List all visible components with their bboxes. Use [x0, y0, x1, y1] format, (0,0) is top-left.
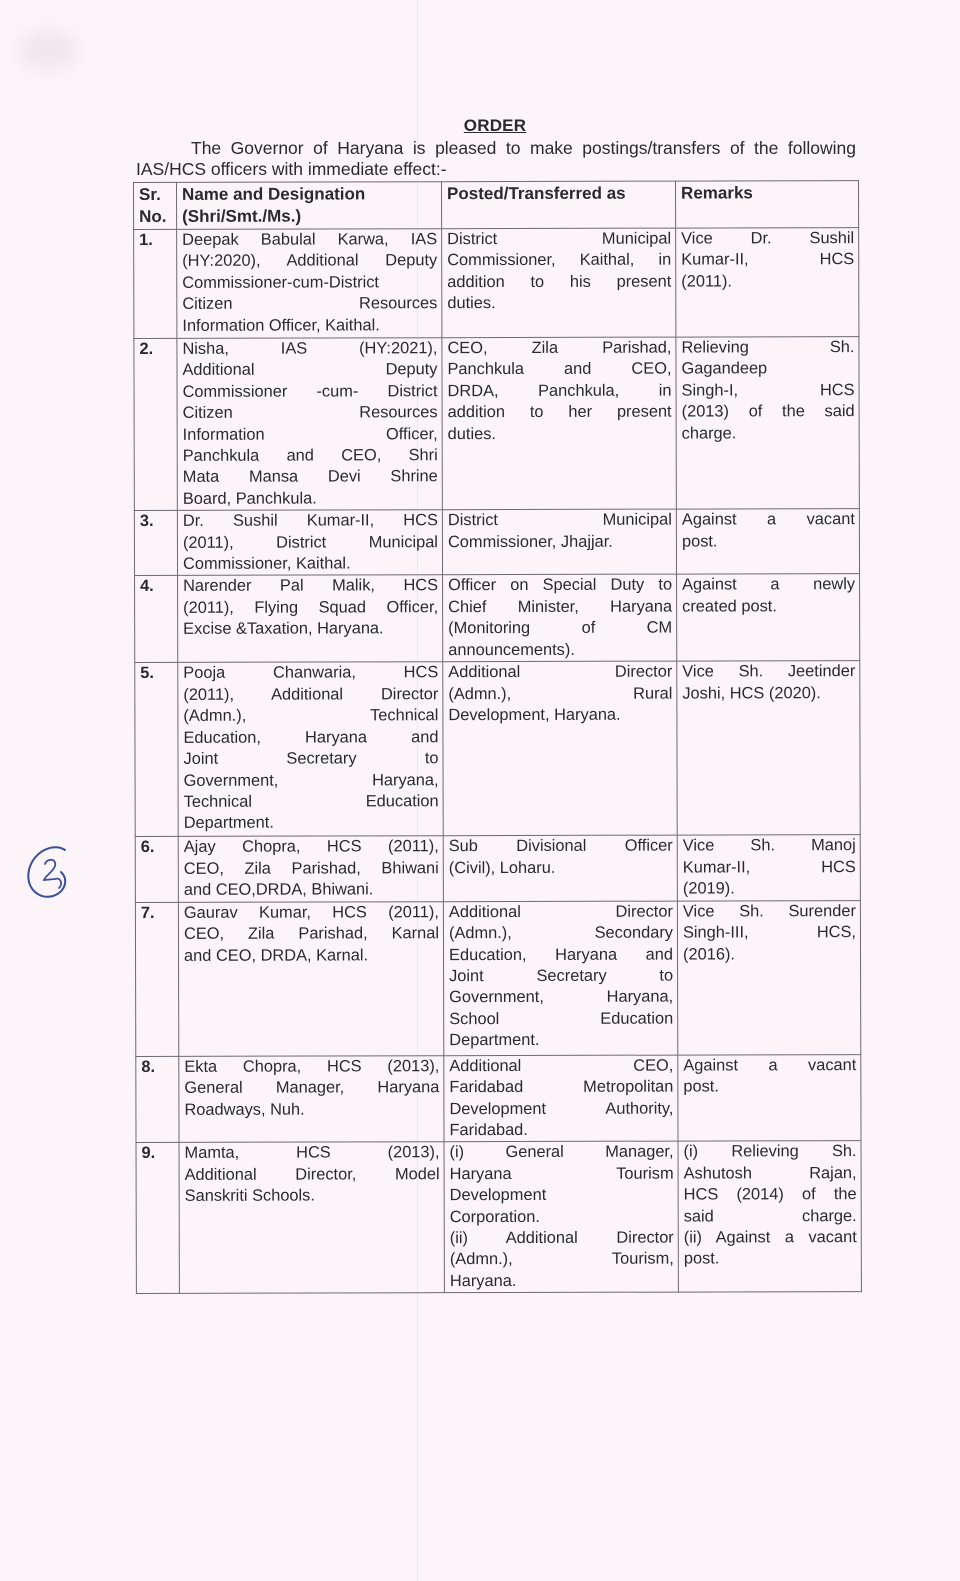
cell-text-line: Singh-I, HCS — [681, 380, 855, 400]
posted-as-cell — [443, 662, 677, 837]
cell-text-line: and CEO,DRDA, Bhiwani. — [183, 880, 374, 900]
cell-text-line: Citizen Resources — [182, 403, 438, 423]
cell-text-line: (Monitoring of CM — [448, 618, 673, 638]
cell-text-line: Narender Pal Malik, HCS — [183, 576, 439, 596]
remarks-cell — [678, 1054, 861, 1141]
cell-text-line: Haryana. — [449, 1271, 517, 1290]
cell-text-line: Education, Haryana and — [449, 945, 674, 964]
cell-text-line: Vice Dr. Sushil — [681, 229, 855, 248]
name-designation-cell — [178, 901, 443, 1056]
cell-text-line: Roadways, Nuh. — [184, 1100, 305, 1119]
remarks-cell — [676, 337, 859, 510]
cell-text-line: Panchkula and CEO, — [447, 359, 672, 379]
cell-text-line: Gaurav Kumar, HCS (2011), — [183, 902, 439, 922]
row-serial-number: 3. — [134, 511, 177, 576]
remarks-cell — [676, 509, 859, 575]
remarks-cell — [677, 661, 860, 835]
cell-text-line: Development — [449, 1186, 547, 1205]
cell-text-line: DRDA, Panchkula, in — [447, 381, 672, 400]
remarks-cell — [678, 1141, 861, 1292]
cell-text-line: Commissioner, Jhajjar. — [447, 532, 613, 551]
cell-text-line: (ii) Additional Director — [449, 1228, 674, 1248]
table-row — [135, 835, 860, 902]
table-row — [134, 509, 859, 576]
table-header-row — [134, 181, 859, 230]
row-serial-number: 9. — [136, 1143, 179, 1294]
cell-text-line: Commissioner, Kaithal. — [182, 554, 351, 573]
cell-text-line: (2016). — [682, 944, 735, 964]
posted-as-cell — [442, 509, 676, 575]
name-designation-cell — [177, 338, 442, 511]
cell-text-line: (2011), Additional Director — [183, 685, 439, 704]
posted-as-cell — [443, 575, 677, 663]
row-serial-number: 5. — [135, 663, 178, 837]
posted-as-cell — [442, 228, 676, 338]
cell-text-line: post. — [683, 1077, 719, 1096]
cell-text-line: Additional Deputy — [182, 360, 438, 380]
cell-text-line: CEO, Zila Parishad, Bhiwani — [183, 859, 439, 878]
cell-text-line: Gagandeep — [681, 359, 768, 378]
cell-text-line: Sanskriti Schools. — [184, 1186, 315, 1205]
cell-text-line: Excise &Taxation, Haryana. — [183, 619, 384, 639]
cell-text-line: post. — [681, 532, 718, 551]
cell-text-line: (Admn.), Tourism, — [449, 1249, 674, 1269]
cell-text-line: Officer on Special Duty to — [448, 576, 673, 595]
row-serial-number: 4. — [135, 576, 178, 663]
row-serial-number: 2. — [134, 338, 177, 510]
cell-text-line: School Education — [449, 1009, 674, 1028]
cell-text-line: Ashutosh Rajan, — [683, 1163, 857, 1183]
cell-text-line: Department. — [449, 1031, 540, 1050]
cell-text-line: (2019). — [682, 879, 735, 898]
postings-table — [133, 180, 862, 1294]
cell-text-line: Board, Panchkula. — [182, 489, 317, 508]
cell-text-line: Mata Mansa Devi Shrine — [182, 467, 438, 487]
header-posted-transferred: Posted/Transferred as — [442, 181, 676, 229]
posted-as-cell — [443, 901, 677, 1056]
cell-text-line: (Civil), Loharu. — [448, 858, 556, 878]
cell-text-line: (2011), District Municipal — [182, 532, 438, 552]
cell-text-line: Additional Director, Model — [184, 1164, 440, 1184]
cell-text-line: CEO, Zila Parishad, — [447, 338, 672, 358]
cell-text-line: (Admn.), Technical — [183, 706, 439, 726]
remarks-cell — [677, 574, 860, 661]
cell-text-line: (HY:2020), Additional Deputy — [182, 251, 438, 271]
posted-as-cell — [442, 337, 676, 510]
cell-text-line: Additional CEO, — [449, 1056, 674, 1075]
cell-text-line: (2011). — [681, 272, 733, 291]
cell-text-line: Additional Director — [448, 902, 673, 921]
cell-text-line: Commissioner-cum-District — [182, 273, 379, 292]
cell-text-line: Information Officer, Kaithal. — [182, 315, 380, 335]
cell-text-line: (2013) of the said — [681, 402, 855, 421]
cell-text-line: Sub Divisional Officer — [448, 837, 673, 856]
cell-text-line: Vice Sh. Jeetinder — [682, 662, 856, 682]
intro-paragraph: The Governor of Haryana is pleased to make postings/transfers of the following IAS/HCS officers with immediate effect:- — [136, 138, 856, 179]
cell-text-line: Commissioner, Kaithal, in — [447, 250, 672, 270]
cell-text-line: Relieving Sh. — [681, 338, 855, 357]
cell-text-line: Additional Director — [448, 663, 673, 682]
cell-text-line: CEO, Zila Parishad, Karnal — [183, 924, 439, 943]
posted-as-cell — [444, 1141, 678, 1292]
cell-text-line: (Admn.), Rural — [448, 684, 673, 704]
handwritten-page-number-icon — [25, 844, 77, 902]
row-serial-number: 7. — [135, 902, 178, 1056]
cell-text-line: Commissioner -cum- District — [182, 382, 438, 401]
cell-text-line: post. — [683, 1249, 720, 1268]
cell-text-line: Against a vacant — [683, 1055, 857, 1075]
cell-text-line: Mamta, HCS (2013), — [184, 1143, 440, 1163]
cell-text-line: announcements). — [448, 640, 575, 659]
cell-text-line: duties. — [447, 294, 496, 313]
cell-text-line: Citizen Resources — [182, 294, 438, 314]
table-row — [134, 337, 859, 511]
cell-text-line: Panchkula and CEO, Shri — [182, 446, 438, 465]
table-row — [134, 228, 859, 339]
cell-text-line: District Municipal — [447, 229, 672, 249]
name-designation-cell — [179, 1142, 444, 1294]
cell-text-line: addition to his present — [447, 272, 672, 291]
cell-text-line: charge. — [681, 424, 737, 443]
cell-text-line: Dr. Sushil Kumar-II, HCS — [182, 511, 438, 531]
cell-text-line: Against a vacant — [681, 510, 855, 529]
cell-text-line: Chief Minister, Haryana — [448, 597, 673, 617]
cell-text-line: Technical Education — [183, 792, 439, 811]
cell-text-line: Nisha, IAS (HY:2021), — [182, 339, 438, 358]
cell-text-line: Ajay Chopra, HCS (2011), — [183, 837, 439, 857]
cell-text-line: Education, Haryana and — [183, 727, 439, 747]
cell-text-line: Kumar-II, HCS — [681, 250, 855, 269]
cell-text-line: Kumar-II, HCS — [682, 857, 856, 877]
remarks-cell — [677, 900, 860, 1054]
cell-text-line: Development Authority, — [449, 1099, 674, 1118]
name-designation-cell — [178, 662, 443, 837]
cell-text-line: Faridabad Metropolitan — [449, 1077, 674, 1097]
cell-text-line: (ii) Against a vacant — [683, 1228, 857, 1247]
cell-text-line: (i) General Manager, — [449, 1142, 674, 1162]
cell-text-line: Corporation. — [449, 1207, 540, 1226]
table-row — [136, 1141, 861, 1294]
name-designation-cell — [178, 575, 443, 663]
table-row — [135, 574, 860, 663]
name-designation-cell — [178, 836, 443, 902]
cell-text-line: Joint Secretary to — [449, 966, 674, 986]
cell-text-line: Against a newly — [682, 575, 856, 595]
table-body — [134, 228, 862, 1294]
cell-text-line: (i) Relieving Sh. — [683, 1142, 857, 1161]
cell-text-line: Information Officer, — [182, 424, 438, 444]
header-remarks: Remarks — [675, 181, 858, 228]
cell-text-line: Deepak Babulal Karwa, IAS — [182, 230, 438, 249]
cell-text-line: Development, Haryana. — [448, 706, 621, 725]
cell-text-line: Vice Sh. Manoj — [682, 836, 856, 856]
table-row — [136, 1054, 861, 1143]
scan-smudge — [18, 30, 78, 70]
table-row — [135, 661, 860, 837]
cell-text-line: Faridabad. — [449, 1120, 528, 1140]
name-designation-cell — [179, 1055, 444, 1142]
cell-text-line: Department. — [183, 813, 274, 833]
row-serial-number: 6. — [135, 837, 178, 902]
remarks-cell — [677, 835, 860, 901]
cell-text-line: Pooja Chanwaria, HCS — [183, 663, 439, 683]
name-designation-cell — [177, 510, 442, 576]
cell-text-line: Joshi, HCS (2020). — [682, 684, 821, 703]
cell-text-line: Government, Haryana, — [449, 987, 674, 1007]
cell-text-line: HCS (2014) of the — [683, 1185, 857, 1204]
cell-text-line: Vice Sh. Surender — [682, 901, 856, 921]
cell-text-line: Ekta Chopra, HCS (2013), — [184, 1056, 440, 1076]
cell-text-line: Singh-III, HCS, — [682, 923, 856, 942]
table-row — [135, 900, 860, 1056]
cell-text-line: (Admn.), Secondary — [448, 923, 673, 943]
row-serial-number: 1. — [134, 229, 177, 338]
document-title: ORDER — [463, 116, 527, 135]
remarks-cell — [676, 228, 859, 337]
cell-text-line: duties. — [447, 424, 496, 443]
cell-text-line: addition to her present — [447, 402, 672, 422]
cell-text-line: said charge. — [683, 1206, 857, 1226]
row-serial-number: 8. — [136, 1056, 179, 1143]
header-name-designation: Name and Designation (Shri/Smt./Ms.) — [177, 182, 442, 230]
cell-text-line: and CEO, DRDA, Karnal. — [184, 945, 369, 965]
cell-text-line: created post. — [682, 597, 777, 616]
cell-text-line: Government, Haryana, — [183, 770, 439, 790]
cell-text-line: District Municipal — [447, 510, 672, 530]
cell-text-line: Joint Secretary to — [183, 749, 439, 768]
posted-as-cell — [444, 1055, 678, 1142]
cell-text-line: General Manager, Haryana — [184, 1078, 440, 1097]
posted-as-cell — [443, 836, 677, 902]
cell-text-line: Haryana Tourism — [449, 1164, 674, 1183]
header-sr-no: Sr. No. — [134, 182, 177, 229]
cell-text-line: (2011), Flying Squad Officer, — [183, 598, 439, 617]
name-designation-cell — [177, 229, 442, 339]
